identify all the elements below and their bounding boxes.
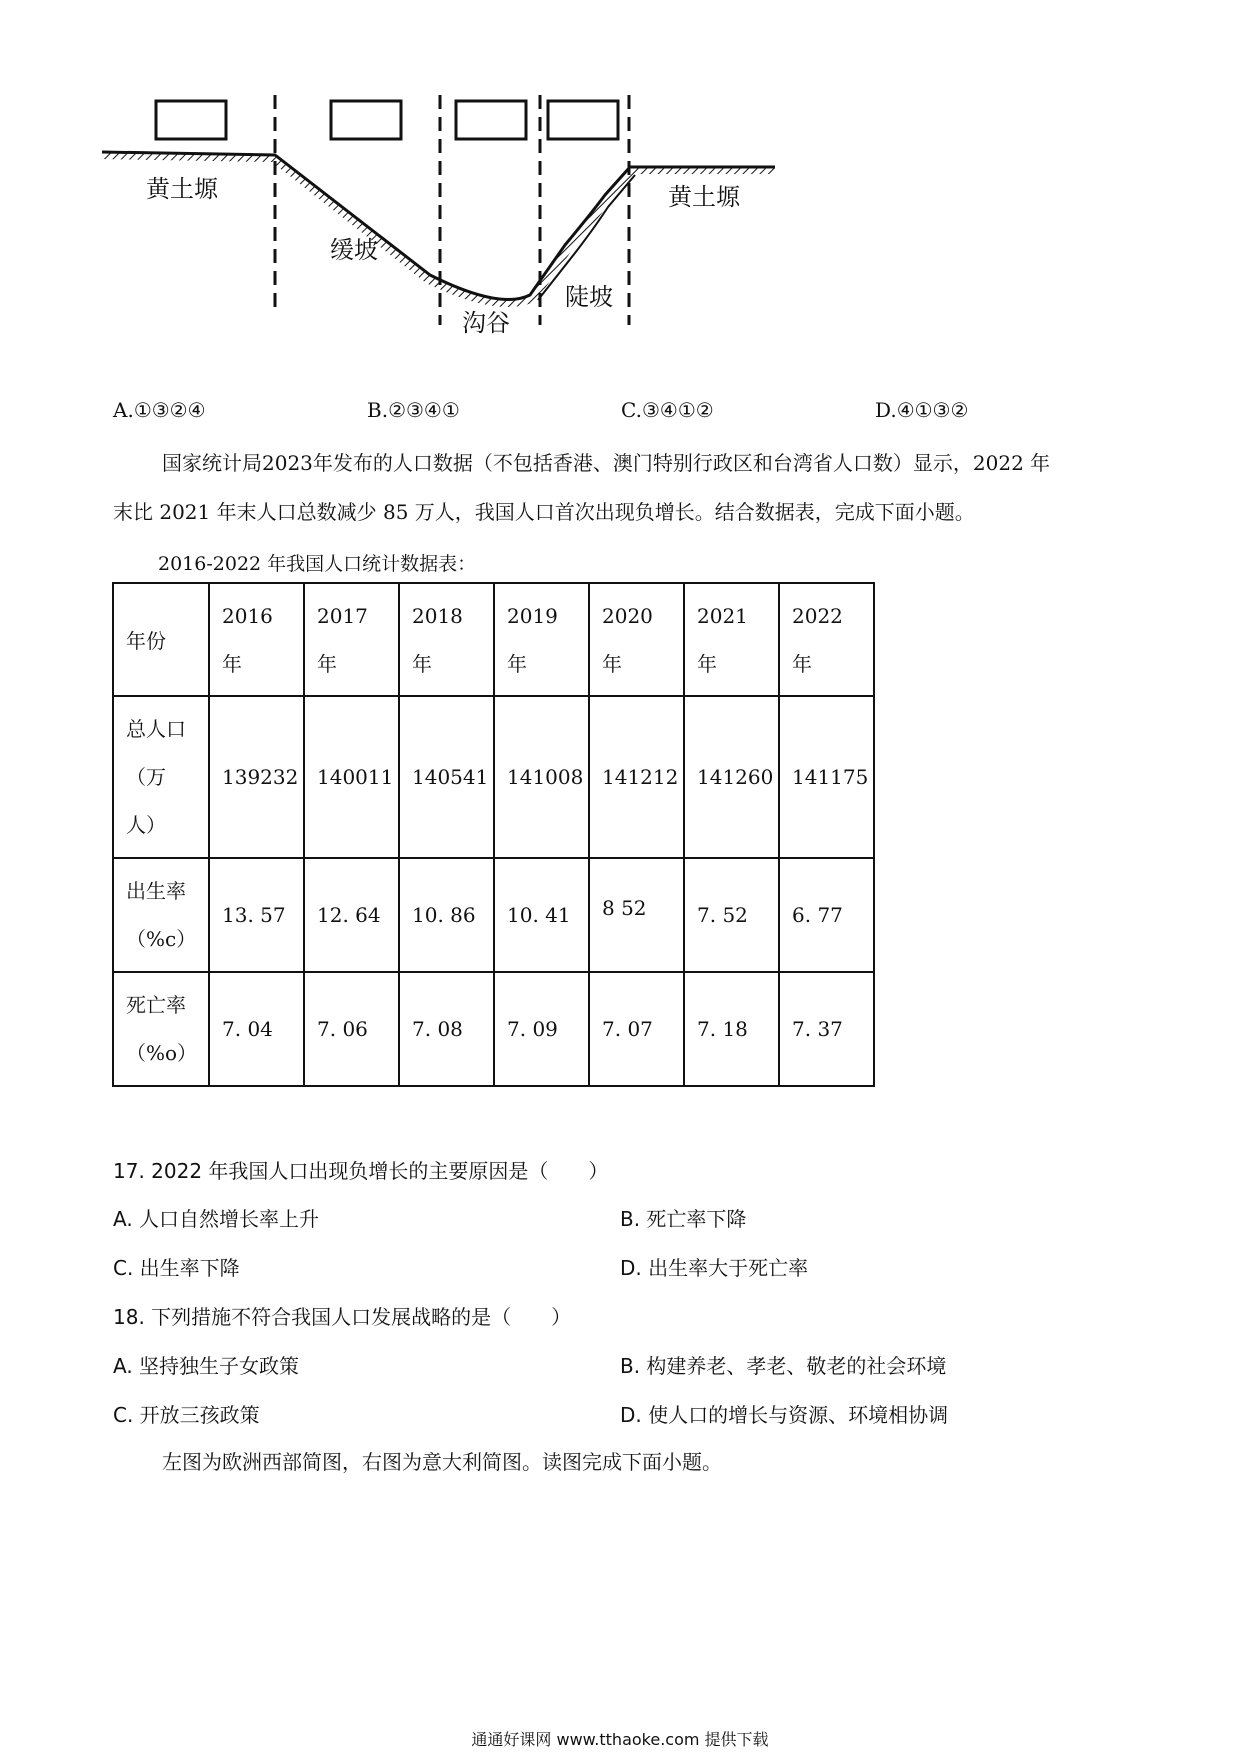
- value-cell: 140011: [304, 696, 399, 858]
- year-cell: 2018 年: [399, 583, 494, 696]
- answer-box-3: [456, 101, 526, 139]
- population-statistics-table: [112, 582, 875, 1087]
- q16-option-b[interactable]: B.②③④①: [367, 398, 460, 422]
- table-header-row: [113, 583, 874, 696]
- page-footer: 通通好课网 www.tthaoke.com 提供下载: [471, 1730, 769, 1749]
- q18-option-d[interactable]: D. 使人口的增长与资源、环境相协调: [620, 1403, 949, 1427]
- label-gentle-slope: 缓坡: [330, 236, 378, 264]
- label-plateau-left: 黄土塬: [146, 175, 218, 203]
- table-row-total-population: [113, 696, 874, 858]
- q16-option-d[interactable]: D.④①③②: [875, 398, 969, 422]
- value-cell: 141175: [779, 696, 874, 858]
- value-cell: 139232: [209, 696, 304, 858]
- q17-option-a[interactable]: A. 人口自然增长率上升: [113, 1207, 320, 1231]
- value-cell: 7. 52: [684, 858, 779, 972]
- value-cell: 8 52: [589, 858, 684, 972]
- header-label-cell: 年份: [113, 583, 209, 696]
- q17-option-b[interactable]: B. 死亡率下降: [620, 1207, 747, 1231]
- year-cell: 2021 年: [684, 583, 779, 696]
- table-row-death-rate: [113, 972, 874, 1086]
- answer-box-1: [156, 101, 226, 139]
- q18-option-b[interactable]: B. 构建养老、孝老、敬老的社会环境: [620, 1354, 947, 1378]
- year-cell: 2022 年: [779, 583, 874, 696]
- value-cell: 10. 86: [399, 858, 494, 972]
- value-cell: 141212: [589, 696, 684, 858]
- q17-option-c[interactable]: C. 出生率下降: [113, 1256, 240, 1280]
- row-label-cell: 出生率 （%c）: [113, 858, 209, 972]
- q16-option-a[interactable]: A.①③②④: [113, 398, 206, 422]
- value-cell: 13. 57: [209, 858, 304, 972]
- value-cell: 140541: [399, 696, 494, 858]
- value-cell: 12. 64: [304, 858, 399, 972]
- q17-option-d[interactable]: D. 出生率大于死亡率: [620, 1256, 809, 1280]
- steep-slope-line: [538, 175, 635, 300]
- year-cell: 2020 年: [589, 583, 684, 696]
- q17-stem: 17. 2022 年我国人口出现负增长的主要原因是（ ）: [113, 1159, 609, 1183]
- value-cell: 141260: [684, 696, 779, 858]
- answer-box-4: [548, 101, 618, 139]
- row-label-cell: 死亡率 （%o）: [113, 972, 209, 1086]
- map-question-intro: 左图为欧洲西部简图，右图为意大利简图。读图完成下面小题。: [162, 1450, 722, 1474]
- label-steep-slope: 陡坡: [565, 283, 613, 311]
- value-cell: 7. 04: [209, 972, 304, 1086]
- value-cell: 7. 08: [399, 972, 494, 1086]
- intro-line-2: 末比 2021 年末人口总数减少 85 万人，我国人口首次出现负增长。结合数据表，完成下面小题。: [113, 500, 975, 524]
- q18-option-a[interactable]: A. 坚持独生子女政策: [113, 1354, 300, 1378]
- q18-option-c[interactable]: C. 开放三孩政策: [113, 1403, 260, 1427]
- value-cell: 7. 37: [779, 972, 874, 1086]
- row-label-cell: 总人口 （万 人）: [113, 696, 209, 858]
- table-caption: 2016-2022 年我国人口统计数据表：: [158, 553, 477, 575]
- value-cell: 6. 77: [779, 858, 874, 972]
- label-valley: 沟谷: [462, 309, 510, 337]
- value-cell: 10. 41: [494, 858, 589, 972]
- value-cell: 7. 18: [684, 972, 779, 1086]
- value-cell: 141008: [494, 696, 589, 858]
- q16-options: [113, 398, 993, 428]
- value-cell: 7. 07: [589, 972, 684, 1086]
- value-cell: 7. 09: [494, 972, 589, 1086]
- year-cell: 2019 年: [494, 583, 589, 696]
- intro-line-1: 国家统计局2023年发布的人口数据（不包括香港、澳门特别行政区和台湾省人口数）显示，2022 年: [162, 451, 1051, 475]
- q18-stem: 18. 下列措施不符合我国人口发展战略的是（ ）: [113, 1305, 572, 1329]
- label-plateau-right: 黄土塬: [668, 183, 740, 211]
- answer-box-2: [331, 101, 401, 139]
- terrain-cross-section-diagram: [100, 95, 890, 385]
- value-cell: 7. 06: [304, 972, 399, 1086]
- q16-option-c[interactable]: C.③④①②: [621, 398, 714, 422]
- table-row-birth-rate: [113, 858, 874, 972]
- year-cell: 2016 年: [209, 583, 304, 696]
- year-cell: 2017 年: [304, 583, 399, 696]
